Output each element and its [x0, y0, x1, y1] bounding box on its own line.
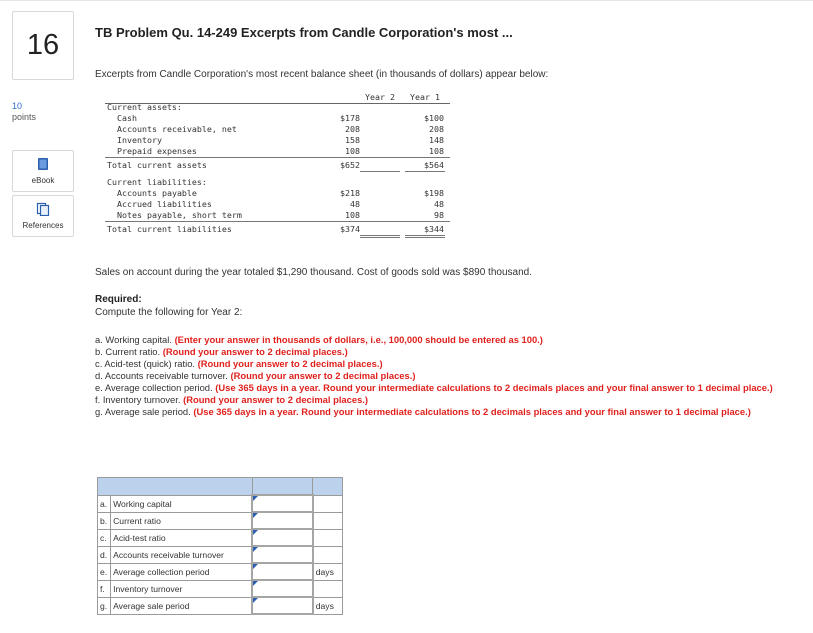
liability-row [105, 199, 450, 210]
answer-label: Accounts receivable turnover [111, 546, 253, 563]
answer-row [98, 512, 343, 529]
requirement-instruction: (Use 365 days in a year. Round your intermediate calculations to 2 decimals places and your final answer to 1 decimal place.) [215, 382, 773, 393]
asset-row [105, 113, 450, 124]
answer-label: Current ratio [111, 512, 253, 529]
sale-period-input[interactable] [252, 597, 312, 614]
references-icon [13, 202, 73, 218]
answer-unit [313, 580, 343, 597]
question-title: TB Problem Qu. 14-249 Excerpts from Candle Corporation's most ... [95, 25, 513, 40]
total-assets-label: Total current assets [107, 160, 207, 170]
liability-year1: $198 [424, 188, 444, 198]
inventory-turnover-input[interactable] [252, 580, 312, 597]
answer-label: Acid-test ratio [111, 529, 253, 546]
collection-period-input[interactable] [252, 563, 312, 580]
answer-header-cell [98, 478, 253, 496]
requirement-item [95, 358, 800, 370]
requirement-item [95, 334, 800, 346]
liability-year1: 48 [434, 199, 444, 209]
liability-year2: 48 [350, 199, 360, 209]
intro-text: Excerpts from Candle Corporation's most recent balance sheet (in thousands of dollars) appear below: [95, 69, 549, 80]
asset-year2: $178 [340, 113, 360, 123]
points-value: 10 [12, 101, 23, 111]
total-assets-row [105, 160, 450, 171]
asset-row [105, 135, 450, 146]
requirement-item [95, 370, 800, 382]
question-number-box [12, 11, 74, 80]
current-liabilities-heading [105, 177, 450, 188]
answer-letter: a. [98, 495, 111, 512]
requirement-item [95, 406, 800, 418]
answer-letter: c. [98, 529, 111, 546]
total-assets-underline [360, 171, 400, 172]
answer-header-cell [252, 478, 312, 496]
required-text: Compute the following for Year 2: [95, 307, 243, 318]
total-liabilities-year2: $374 [340, 224, 360, 234]
total-assets-year1: $564 [424, 160, 444, 170]
answer-unit [313, 512, 343, 529]
answer-row [98, 563, 343, 580]
references-label: References [22, 221, 64, 230]
requirement-text: d. Accounts receivable turnover. [95, 370, 231, 381]
asset-year1: 208 [429, 124, 444, 134]
requirement-instruction: (Use 365 days in a year. Round your intermediate calculations to 2 decimals places and your final answer to 1 decimal place.) [193, 406, 751, 417]
required-heading: Required: [95, 294, 142, 305]
requirement-text: c. Acid-test (quick) ratio. [95, 358, 198, 369]
current-assets-label: Current assets: [107, 102, 182, 112]
answer-unit [313, 529, 343, 546]
answer-letter: b. [98, 512, 111, 529]
year2-header: Year 2 [365, 92, 395, 102]
requirement-text: f. Inventory turnover. [95, 394, 184, 405]
answer-letter: d. [98, 546, 111, 563]
receivable-turnover-input[interactable] [252, 546, 312, 563]
requirement-item [95, 346, 800, 358]
asset-row [105, 124, 450, 135]
requirement-text: a. Working capital. [95, 334, 175, 345]
answer-label: Inventory turnover [111, 580, 253, 597]
ebook-button[interactable] [12, 150, 74, 192]
asset-year1: 108 [429, 146, 444, 156]
answer-label: Working capital [111, 495, 253, 512]
asset-year1: 148 [429, 135, 444, 145]
current-liabilities-label: Current liabilities: [107, 177, 207, 187]
answer-unit: days [313, 597, 343, 614]
asset-year2: 158 [345, 135, 360, 145]
points-label: points [12, 112, 37, 122]
total-assets-underline [405, 171, 445, 172]
answer-table [97, 477, 343, 615]
liability-year1: 98 [434, 210, 444, 220]
requirement-text: e. Average collection period. [95, 382, 216, 393]
answer-row [98, 495, 343, 512]
requirement-item [95, 382, 800, 394]
liability-year2: $218 [340, 188, 360, 198]
points-info [12, 101, 36, 123]
answer-label: Average collection period [111, 563, 253, 580]
answer-letter: f. [98, 580, 111, 597]
top-divider [0, 0, 813, 1]
ebook-icon [13, 157, 73, 173]
liability-year2: 108 [345, 210, 360, 220]
asset-label: Prepaid expenses [117, 146, 197, 156]
total-liabilities-underline [360, 237, 400, 238]
requirements-list [95, 334, 800, 418]
requirement-text: b. Current ratio. [95, 346, 163, 357]
total-liabilities-underline [360, 235, 400, 236]
answer-row [98, 546, 343, 563]
ebook-label: eBook [31, 176, 55, 185]
total-assets-year2: $652 [340, 160, 360, 170]
answer-unit [313, 495, 343, 512]
liability-label: Notes payable, short term [117, 210, 242, 220]
total-assets-top-rule [105, 157, 450, 158]
year1-header: Year 1 [410, 92, 440, 102]
total-liabilities-top-rule [105, 221, 450, 222]
references-button[interactable] [12, 195, 74, 237]
acid-test-ratio-input[interactable] [252, 529, 312, 546]
asset-row [105, 146, 450, 157]
working-capital-input[interactable] [252, 495, 312, 512]
total-liabilities-underline [405, 235, 445, 236]
asset-label: Accounts receivable, net [117, 124, 237, 134]
answer-letter: e. [98, 563, 111, 580]
requirement-instruction: (Round your answer to 2 decimal places.) [197, 358, 383, 369]
requirement-instruction: (Round your answer to 2 decimal places.) [183, 394, 369, 405]
answer-unit: days [313, 563, 343, 580]
asset-year2: 108 [345, 146, 360, 156]
requirement-text: g. Average sale period. [95, 406, 194, 417]
asset-label: Cash [117, 113, 137, 123]
total-liabilities-row [105, 224, 450, 235]
current-assets-heading [105, 102, 450, 113]
liability-label: Accrued liabilities [117, 199, 212, 209]
answer-row [98, 597, 343, 614]
answer-row [98, 580, 343, 597]
answer-row [98, 529, 343, 546]
liability-row [105, 188, 450, 199]
liability-label: Accounts payable [117, 188, 197, 198]
liability-row [105, 210, 450, 221]
sales-text: Sales on account during the year totaled $1,290 thousand. Cost of goods sold was $890 thousand. [95, 267, 532, 278]
answer-table-header [98, 478, 343, 496]
asset-year2: 208 [345, 124, 360, 134]
requirement-instruction: (Enter your answer in thousands of dollars, i.e., 100,000 should be entered as 100.) [174, 334, 543, 345]
asset-label: Inventory [117, 135, 162, 145]
answer-letter: g. [98, 597, 111, 614]
question-number: 16 [26, 29, 60, 61]
answer-header-cell [313, 478, 343, 496]
requirement-instruction: (Round your answer to 2 decimal places.) [162, 346, 348, 357]
answer-label: Average sale period [111, 597, 253, 614]
requirement-instruction: (Round your answer to 2 decimal places.) [230, 370, 416, 381]
current-ratio-input[interactable] [252, 512, 312, 529]
total-liabilities-year1: $344 [424, 224, 444, 234]
total-liabilities-underline [405, 237, 445, 238]
asset-year1: $100 [424, 113, 444, 123]
requirement-item [95, 394, 800, 406]
total-liabilities-label: Total current liabilities [107, 224, 232, 234]
answer-unit [313, 546, 343, 563]
